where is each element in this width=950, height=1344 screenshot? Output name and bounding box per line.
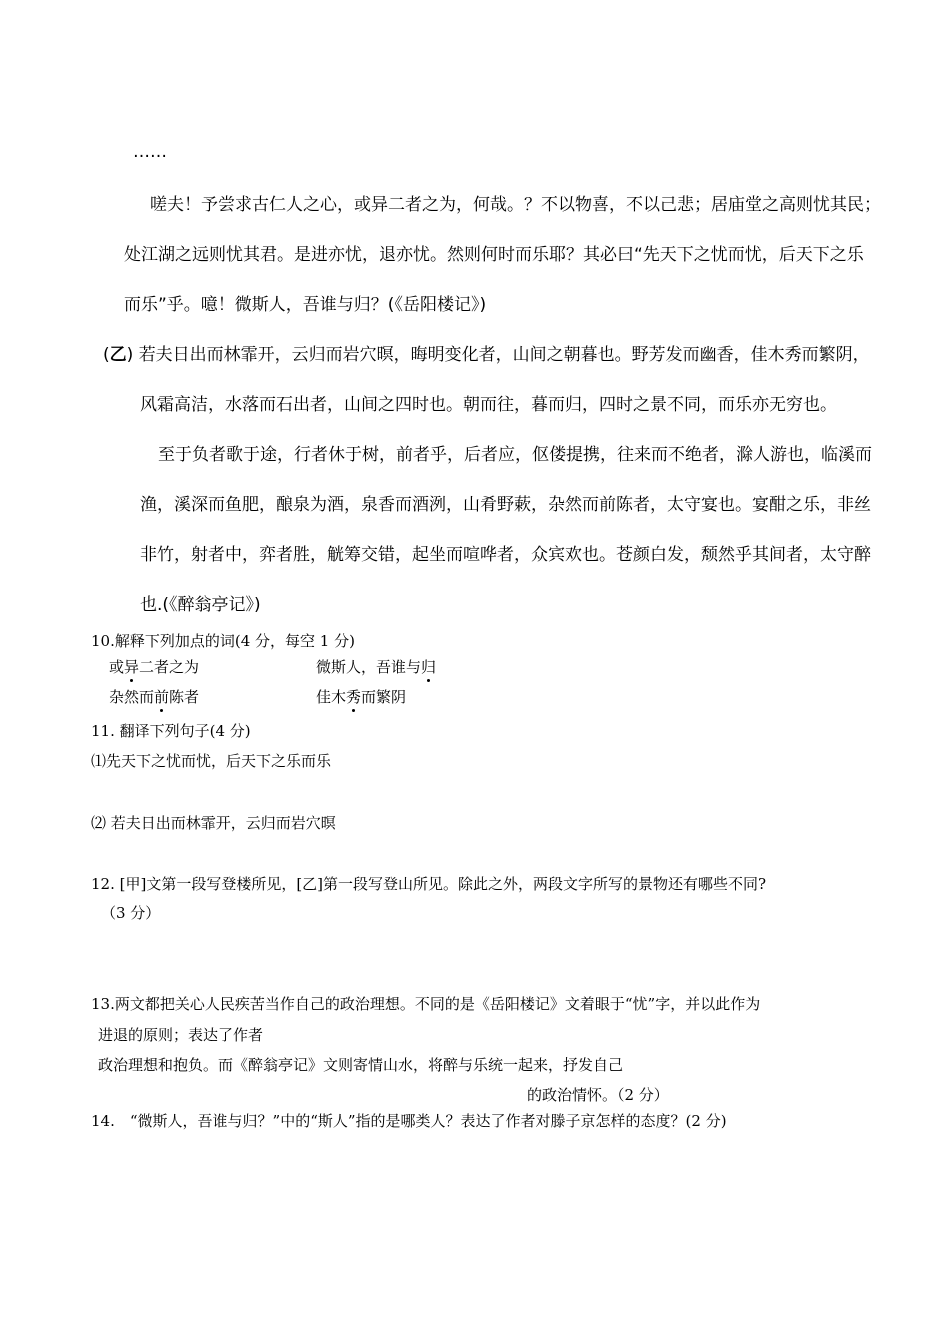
question-10-item: 杂然而前陈者: [109, 688, 200, 706]
yi-paragraph-line: 渔，溪深而鱼肥，酿泉为酒，泉香而酒洌，山肴野蔌，杂然而前陈者，太守宴也。宴酣之乐，非丝: [140, 495, 871, 515]
yi-paragraph-line: 非竹，射者中，弈者胜，觥筹交错，起坐而喧哗者，众宾欢也。苍颜白发，颓然乎其间者，太守醉: [140, 545, 871, 565]
question-10-title: 10.解释下列加点的词(4 分，每空 1 分): [91, 632, 355, 650]
yi-paragraph-line: 至于负者歌于途，行者休于树，前者乎，后者应，伛偻提携，往来而不绝者，滁人游也，临溪而: [158, 445, 872, 465]
jia-paragraph-line: 处江湖之远则忧其君。是进亦忧，退亦忧。然则何时而乐耶？其必曰“先天下之忧而忧，后天下之乐: [124, 245, 864, 265]
jia-paragraph-line: 而乐”乎。噫！微斯人，吾谁与归？(《岳阳楼记》): [124, 295, 487, 315]
yi-paragraph-line: (乙) 若夫日出而林霏开，云归而岩穴暝，晦明变化者，山间之朝暮也。野芳发而幽香，佳木秀而繁阴，: [103, 345, 870, 365]
question-13: 13.两文都把关心人民疾苦当作自己的政治理想。不同的是《岳阳楼记》文着眼于“忧”字，并以此作为: [91, 995, 761, 1013]
question-11-sentence: ⑴先天下之忧而忧，后天下之乐而乐: [91, 752, 332, 770]
question-12-score: （3 分）: [101, 904, 161, 922]
yi-paragraph-line: 风霜高洁，水落而石出者，山间之四时也。朝而往，暮而归，四时之景不同，而乐亦无穷也。: [140, 395, 837, 415]
yi-paragraph-line: 也.(《醉翁亭记》): [140, 595, 261, 615]
question-12: 12. [甲]文第一段写登楼所见，[乙]第一段写登山所见。除此之外，两段文字所写的景物还有哪些不同?: [91, 875, 767, 893]
ellipsis: ……: [133, 142, 167, 162]
question-10-item: 微斯人，吾谁与归: [316, 658, 437, 676]
question-13: 的政治情怀。（2 分）: [527, 1086, 669, 1104]
question-13: 政治理想和抱负。而《醉翁亭记》文则寄情山水，将醉与乐统一起来，抒发自己: [98, 1056, 624, 1074]
question-14: 14. “微斯人，吾谁与归？”中的“斯人”指的是哪类人？表达了作者对滕子京怎样的态度？(2 分): [91, 1112, 727, 1130]
question-10-item: 或异二者之为: [109, 658, 200, 676]
question-10-item: 佳木秀而繁阴: [316, 688, 407, 706]
question-11-title: 11. 翻译下列句子(4 分): [91, 722, 251, 740]
yi-label: (乙): [103, 345, 134, 365]
question-13: 进退的原则；表达了作者: [98, 1026, 264, 1044]
question-11-sentence: ⑵ 若夫日出而林霏开，云归而岩穴暝: [91, 814, 336, 832]
jia-paragraph-line: 嗟夫！予尝求古仁人之心，或异二者之为，何哉。？不以物喜，不以己悲；居庙堂之高则忧其民；: [150, 195, 881, 215]
